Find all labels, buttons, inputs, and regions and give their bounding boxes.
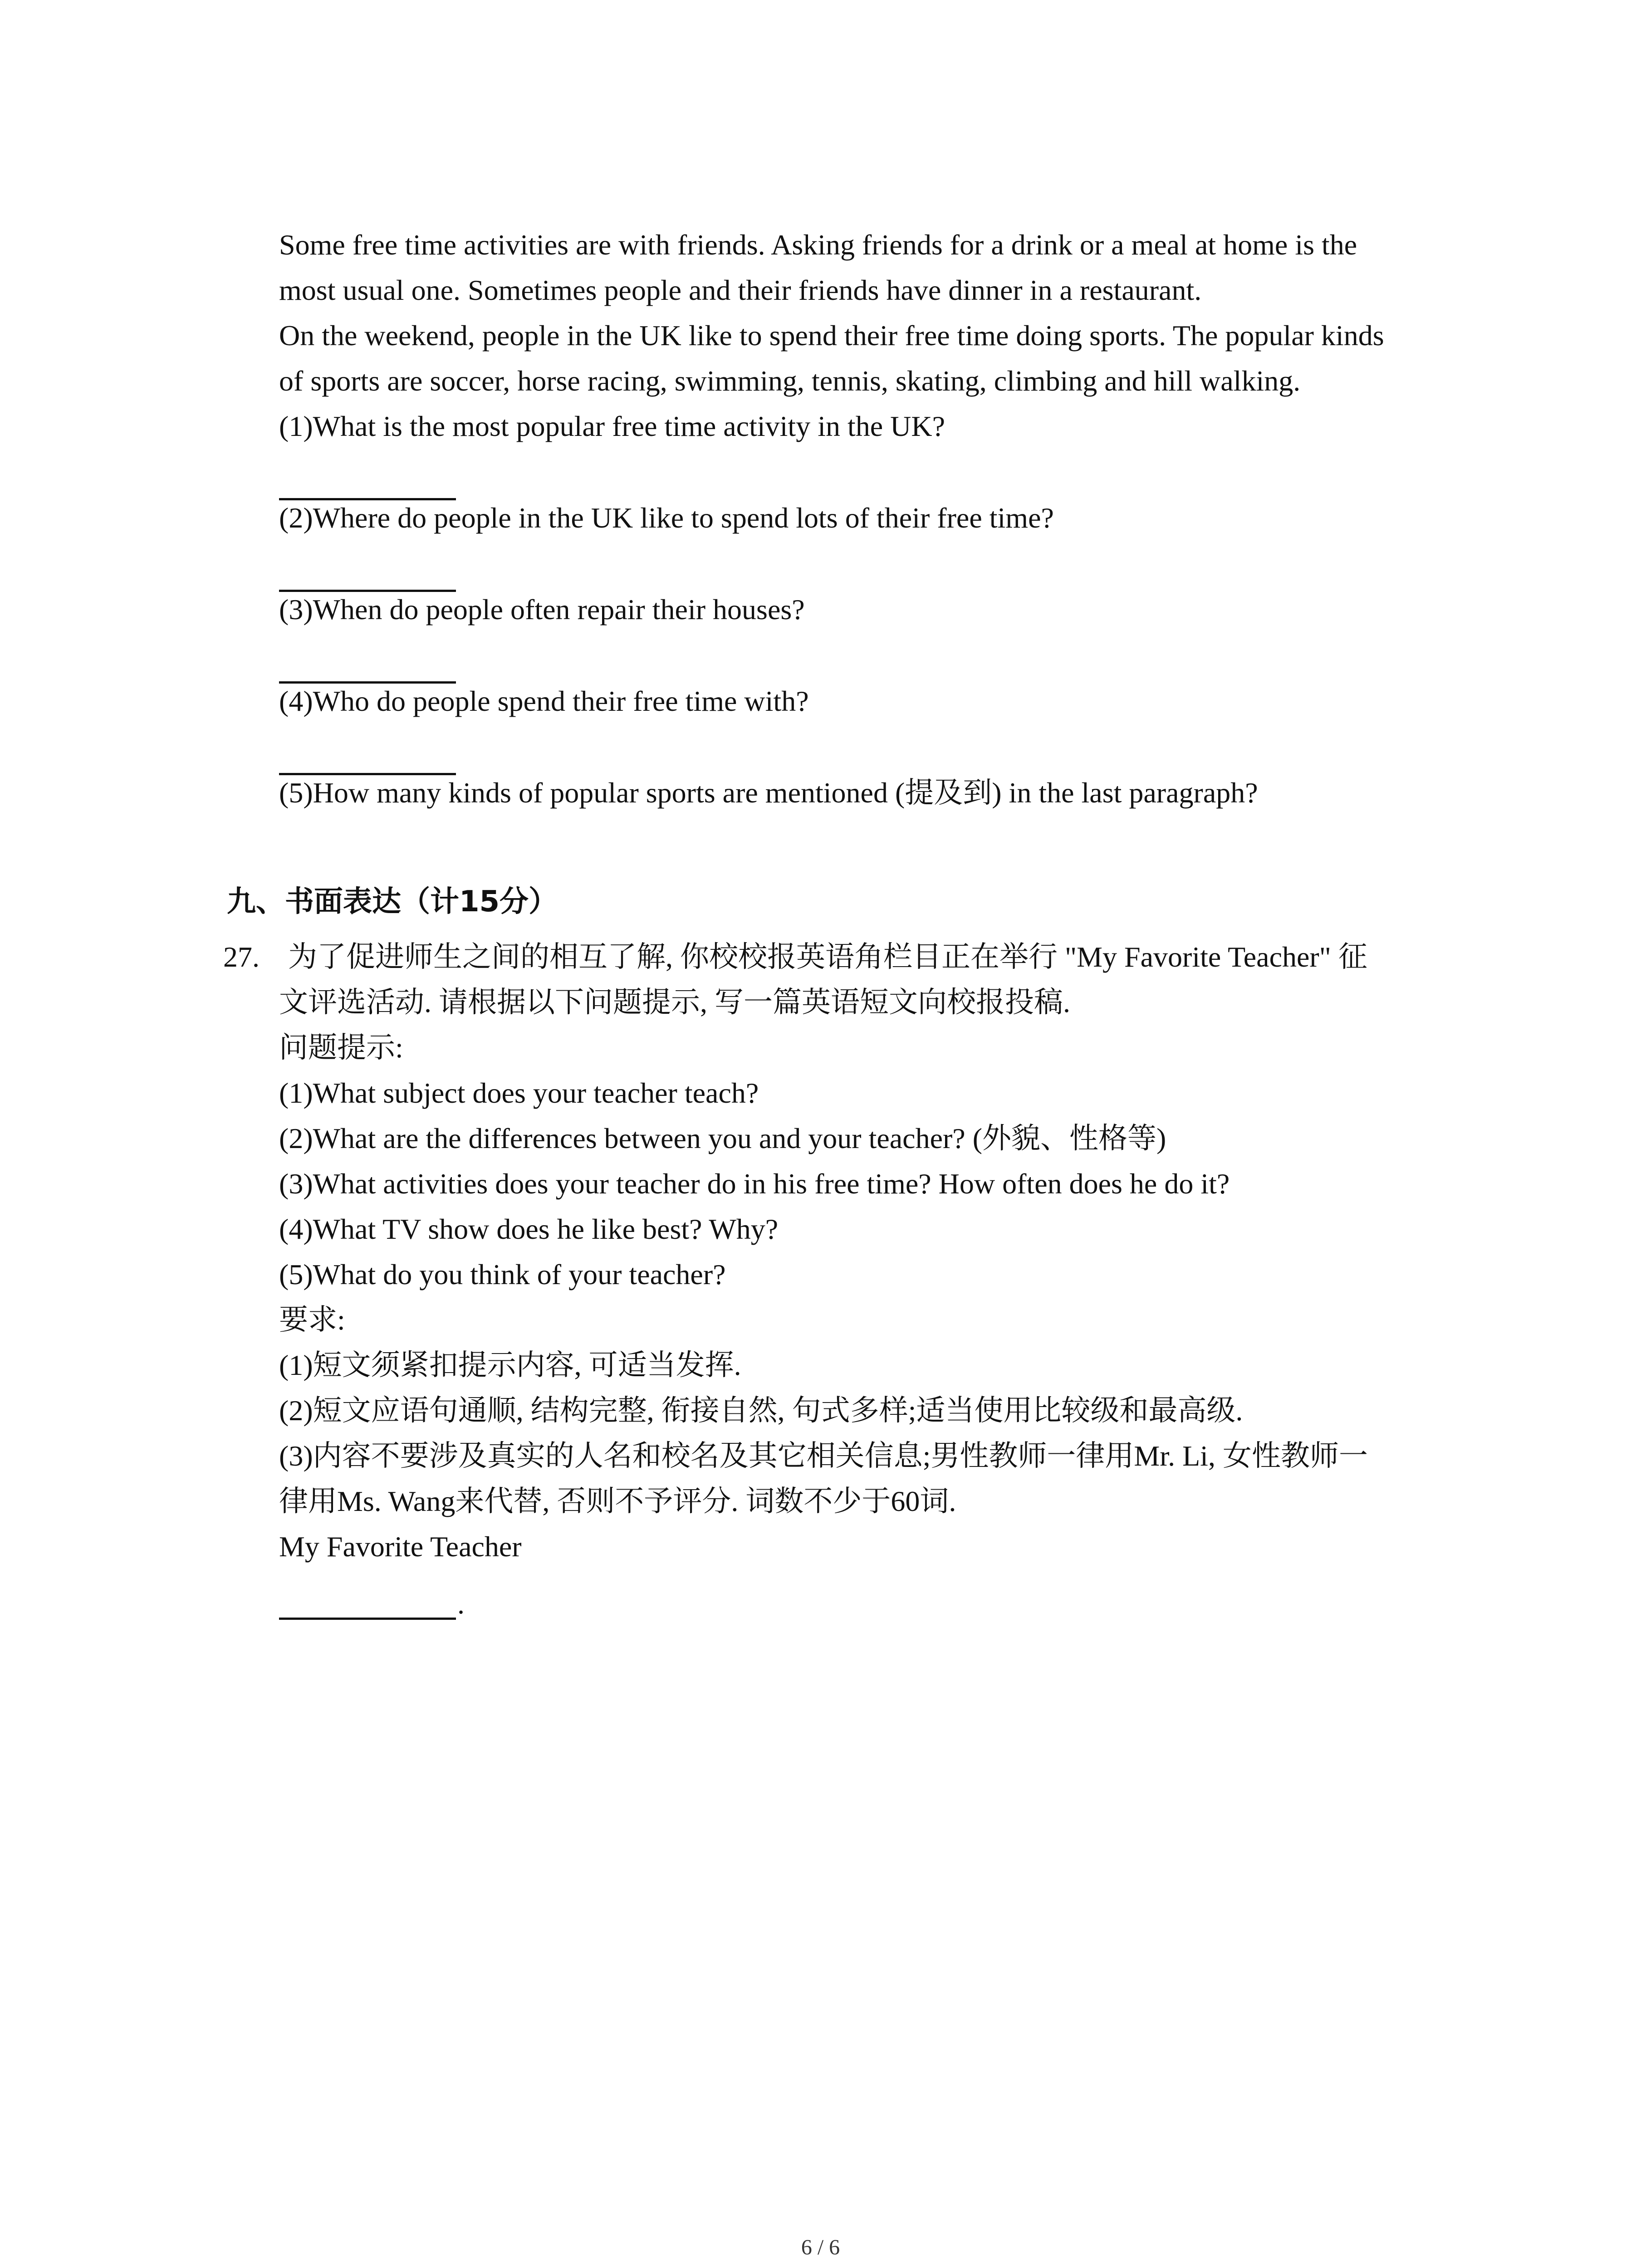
question-1: (1)What is the most popular free time activity in the UK? [279,410,945,442]
hint-item: (5)What do you think of your teacher? [279,1258,726,1290]
requirement-item: (3)内容不要涉及真实的人名和校名及其它相关信息;男性教师一律用Mr. Li, 女性教师一 [279,1440,1368,1472]
passage-line: On the weekend, people in the UK like to spend their free time doing sports. The popular kinds [279,319,1384,352]
page-number: 6 / 6 [801,2235,840,2259]
essay-end-dot: . [457,1588,465,1620]
question-5: (5)How many kinds of popular sports are mentioned (提及到) in the last paragraph? [279,777,1258,809]
passage-line: of sports are soccer, horse racing, swimming, tennis, skating, climbing and hill walking. [279,365,1301,397]
q27-intro-line: 为了促进师生之间的相互了解, 你校校报英语角栏目正在举行 "My Favorite Teacher" 征 [288,941,1367,973]
essay-title: My Favorite Teacher [279,1530,522,1563]
hint-item: (4)What TV show does he like best? Why? [279,1213,779,1245]
question-2: (2)Where do people in the UK like to spend lots of their free time? [279,502,1054,534]
requirement-item: (1)短文须紧扣提示内容, 可适当发挥. [279,1349,741,1381]
question-4: (4)Who do people spend their free time with? [279,685,809,717]
requirements-label: 要求: [279,1304,345,1336]
requirement-item: 律用Ms. Wang来代替, 否则不予评分. 词数不少于60词. [279,1485,956,1517]
q27-intro-line: 文评选活动. 请根据以下问题提示, 写一篇英语短文向校报投稿. [279,986,1070,1018]
hint-item: (1)What subject does your teacher teach? [279,1077,759,1109]
passage-line: most usual one. Sometimes people and their friends have dinner in a restaurant. [279,274,1202,306]
essay-answer-blank[interactable] [279,1618,456,1620]
question-3: (3)When do people often repair their houses? [279,593,805,626]
hint-item: (2)What are the differences between you and your teacher? (外貌、性格等) [279,1122,1166,1154]
hint-item: (3)What activities does your teacher do in his free time? How often does he do it? [279,1168,1230,1200]
hints-label: 问题提示: [279,1031,403,1064]
passage-line: Some free time activities are with friends. Asking friends for a drink or a meal at home is the [279,229,1357,261]
question-number: 27. [223,941,260,973]
section-title: 九、书面表达（计15分） [227,885,558,919]
requirement-item: (2)短文应语句通顺, 结构完整, 衔接自然, 句式多样;适当使用比较级和最高级. [279,1394,1243,1427]
